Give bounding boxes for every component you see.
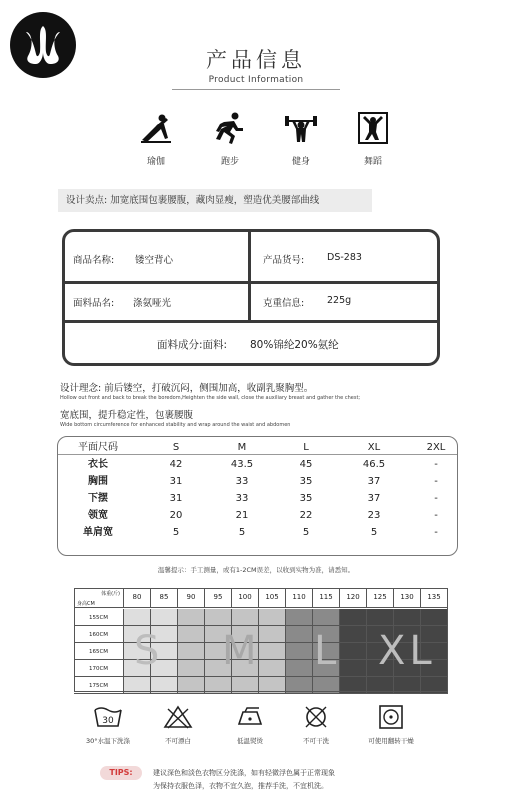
- design-concept-2-english: Wide bottom circumference for enhanced stability and wrap around the waist and abdomen: [60, 422, 291, 428]
- weight-value: 225g: [327, 295, 352, 306]
- size-table-cell: -: [434, 510, 438, 521]
- size-table-cell: 35: [299, 493, 313, 504]
- size-table-row: [58, 507, 459, 524]
- size-table-row-label: 领宽: [88, 510, 108, 521]
- size-table-row: [58, 490, 459, 507]
- size-table-cell: 31: [169, 476, 183, 487]
- size-table-cell: XL: [367, 442, 381, 453]
- fit-grid-size-letter: M: [222, 628, 261, 674]
- fit-grid-height-label: 身高CM: [77, 601, 95, 607]
- measurement-note: 温馨提示：手工测量，或有1-2CM误差，以收到实物为准，请悉知。: [157, 566, 355, 574]
- size-table-cell: 2XL: [426, 442, 446, 453]
- page-subtitle: Product Information: [208, 75, 304, 85]
- fit-grid-height: 155CM: [74, 609, 124, 626]
- sport-label: 健身: [291, 157, 310, 167]
- low-iron-icon: [235, 704, 265, 730]
- fit-grid-weight: 130: [394, 588, 421, 608]
- product-code-value: DS-283: [327, 252, 362, 263]
- info-divider-vertical: [248, 232, 251, 320]
- sport-label: 瑜伽: [146, 157, 165, 167]
- care-label: 不可干洗: [303, 737, 329, 745]
- size-table-cell: 37: [367, 476, 381, 487]
- sport-running: [200, 110, 260, 167]
- care-label: 不可漂白: [165, 737, 191, 745]
- size-table-cell: 43.5: [230, 459, 254, 470]
- size-table-cell: -: [434, 527, 438, 538]
- size-table-cell: 5: [302, 527, 310, 538]
- tips-badge: TIPS:: [100, 766, 142, 780]
- size-table-row-label: 单肩宽: [83, 527, 113, 538]
- sport-yoga: [126, 110, 186, 167]
- care-instructions: [0, 704, 512, 754]
- care-label: 低温熨烫: [237, 737, 263, 745]
- size-table-cell: 46.5: [362, 459, 386, 470]
- size-table-cell: 5: [370, 527, 378, 538]
- fit-grid-weight: 85: [151, 588, 178, 608]
- fit-grid-weight: 95: [205, 588, 232, 608]
- size-table-cell: 42: [169, 459, 183, 470]
- tips-line-2: 为保持衣服色泽，衣物不宜久泡，推荐手洗，不宜机洗。: [153, 782, 328, 790]
- fit-grid-height: 165CM: [74, 643, 124, 660]
- title-divider: [172, 89, 340, 90]
- fit-grid-weight: 110: [286, 588, 313, 608]
- size-table-cell: -: [434, 459, 438, 470]
- size-table-cell: 45: [299, 459, 313, 470]
- care-no-dry-clean: [276, 704, 356, 745]
- composition-value: 80%锦纶20%氨纶: [250, 339, 339, 351]
- fit-grid-weight: 115: [313, 588, 340, 608]
- size-table-row: [58, 473, 459, 490]
- size-table-cell: -: [434, 493, 438, 504]
- fit-grid-weight-label: 体重(斤): [101, 591, 120, 597]
- fabric-label: 面料品名:: [73, 298, 115, 309]
- size-table-cell: 20: [169, 510, 183, 521]
- care-wash-30: [68, 704, 148, 745]
- composition-label: 面料成分:面料:: [157, 339, 228, 351]
- running-icon: [212, 110, 248, 146]
- size-table-cell: 35: [299, 476, 313, 487]
- dance-icon: [355, 110, 391, 146]
- page-title: 产品信息: [206, 48, 306, 72]
- size-table-cell: S: [172, 442, 180, 453]
- design-concept: 设计理念: 前后镂空，打破沉闷，侧围加高，收副乳聚胸型。: [60, 383, 314, 394]
- yoga-icon: [138, 110, 174, 146]
- fit-grid-height: 175CM: [74, 677, 124, 694]
- size-table-cell: 37: [367, 493, 381, 504]
- no-dry-clean-icon: [301, 704, 331, 730]
- wash-30-icon: [93, 704, 123, 730]
- fit-grid-weight: 105: [259, 588, 286, 608]
- size-table-cell: 5: [238, 527, 246, 538]
- fit-grid-weight: 135: [421, 588, 448, 608]
- fit-grid-weight: 100: [232, 588, 259, 608]
- fit-grid-weight: 80: [124, 588, 151, 608]
- care-tumble-dry: [351, 704, 431, 745]
- info-divider-horizontal: [65, 281, 437, 284]
- sport-dance: [343, 110, 403, 167]
- size-table-header: [58, 439, 459, 456]
- size-table-row-label: 下摆: [88, 493, 108, 504]
- size-table-row-label: 衣长: [88, 459, 108, 470]
- size-table-row: [58, 524, 459, 541]
- fit-grid-weight: 120: [340, 588, 367, 608]
- size-table-cell: M: [237, 442, 247, 453]
- fit-grid-weight: 125: [367, 588, 394, 608]
- size-table-row-label: 平面尺码: [78, 442, 118, 453]
- size-table-cell: 33: [235, 493, 249, 504]
- fit-grid-frame: [74, 588, 448, 692]
- tumble-dry-icon: [376, 704, 406, 730]
- wash-temp: 30: [102, 716, 114, 726]
- selling-point: 设计卖点: 加宽底围包裹腰腹，藏肉显瘦，塑造优美腰部曲线: [58, 189, 372, 212]
- sport-fitness: [271, 110, 331, 167]
- size-table-cell: 22: [299, 510, 313, 521]
- size-table-cell: 33: [235, 476, 249, 487]
- no-bleach-icon: [163, 704, 193, 730]
- fitness-icon: [283, 110, 319, 146]
- size-table-cell: 23: [367, 510, 381, 521]
- product-name-label: 商品名称:: [73, 255, 115, 266]
- design-concept-english: Hollow out front and back to break the boredom,Heighten the side wall, close the auxiliary breast and gather the chest;: [60, 395, 361, 401]
- product-code-label: 产品货号:: [263, 255, 305, 266]
- size-table-cell: 5: [172, 527, 180, 538]
- fit-grid-size-letter: L: [314, 628, 341, 674]
- fit-grid-size-letter: XL: [378, 628, 436, 674]
- size-table-cell: -: [434, 476, 438, 487]
- size-table-cell: 31: [169, 493, 183, 504]
- fit-grid-height: 160CM: [74, 626, 124, 643]
- size-table-cell: 21: [235, 510, 249, 521]
- info-divider-horizontal: [65, 320, 437, 323]
- sport-label: 舞蹈: [363, 157, 382, 167]
- fit-grid-size-letter: S: [134, 628, 164, 674]
- fabric-value: 涤氨哑光: [133, 298, 172, 309]
- weight-label: 克重信息:: [263, 298, 305, 309]
- fit-grid-height: 170CM: [74, 660, 124, 677]
- care-label: 可使用翻转干燥: [368, 737, 414, 745]
- sport-label: 跑步: [220, 157, 239, 167]
- design-concept-2: 宽底围，提升稳定性，包裹腰腹: [60, 410, 194, 421]
- care-label: 30°水温下洗涤: [85, 737, 131, 745]
- product-name-value: 镂空背心: [135, 255, 174, 266]
- size-table: [57, 436, 458, 556]
- care-no-bleach: [138, 704, 218, 745]
- sports-row: [0, 110, 512, 170]
- tips-line-1: 建议深色和淡色衣物区分洗涤，如有轻微浮色属于正常现象: [153, 769, 335, 777]
- size-table-row: [58, 456, 459, 473]
- size-table-cell: L: [303, 442, 309, 453]
- product-info-box: [62, 229, 440, 366]
- fit-grid-weight: 90: [178, 588, 205, 608]
- size-table-row-label: 胸围: [88, 476, 108, 487]
